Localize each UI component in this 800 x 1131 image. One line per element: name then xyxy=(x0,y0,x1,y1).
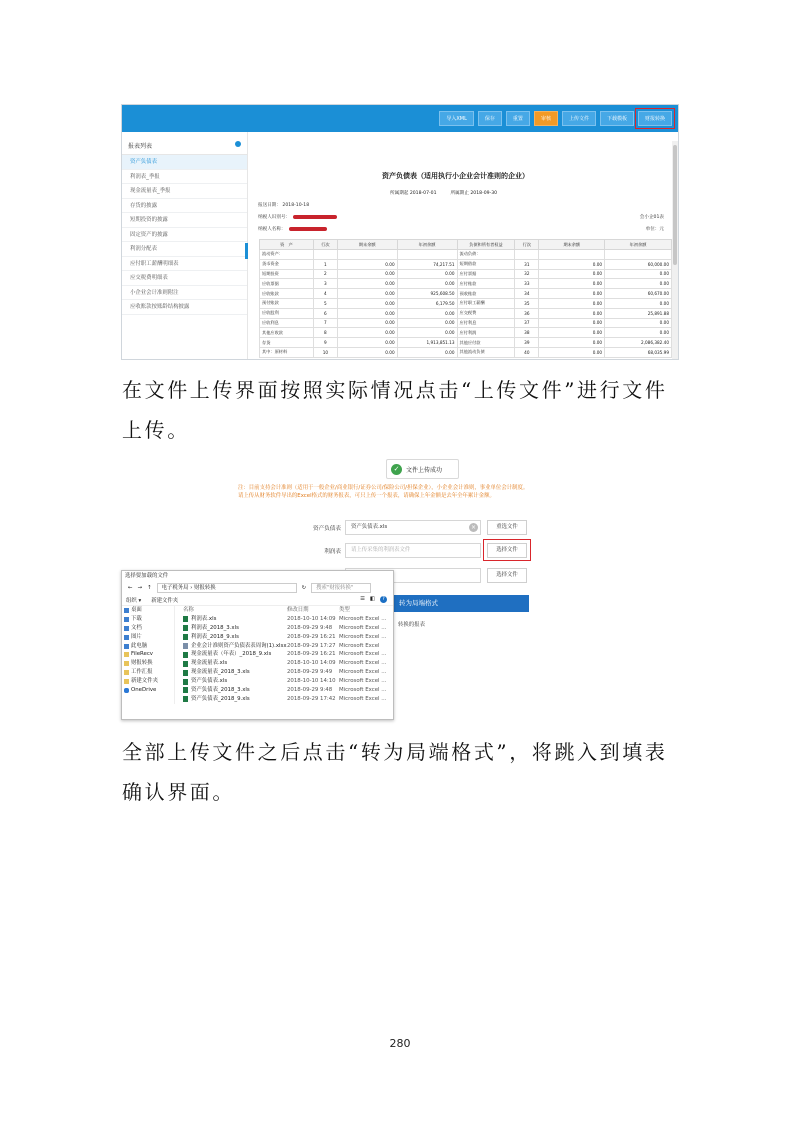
toolbar-button[interactable]: 重置 xyxy=(506,111,530,126)
sidebar-item[interactable]: 短期投资的披露 xyxy=(122,213,247,228)
toolbar-button[interactable]: 审核 xyxy=(534,111,558,126)
table-cell: 应收股利 xyxy=(260,308,314,318)
table-cell xyxy=(605,250,672,260)
unit-label: 单位：元 xyxy=(645,227,664,232)
location-icon xyxy=(124,617,129,622)
nav-label: 工作汇报 xyxy=(131,669,153,676)
excel-file-icon xyxy=(183,661,188,667)
table-cell: 9 xyxy=(313,338,337,348)
back-icon[interactable]: ← xyxy=(128,584,133,591)
file-date: 2018-09-29 17:27 xyxy=(287,642,336,649)
file-name: 现金流量表_2018_3.xls xyxy=(191,669,250,676)
table-cell: 40 xyxy=(515,347,539,357)
table-cell: 25,891.88 xyxy=(605,308,672,318)
excel-file-icon xyxy=(183,679,188,685)
table-cell: 0.00 xyxy=(337,298,397,308)
sidebar-item[interactable]: 固定资产的披露 xyxy=(122,228,247,243)
table-cell: 38 xyxy=(515,328,539,338)
scrollbar[interactable] xyxy=(672,141,678,360)
folder-icon xyxy=(124,679,129,684)
nav-label: 文档 xyxy=(131,624,142,631)
address-bar xyxy=(122,581,393,594)
file-type: Microsoft Excel ... xyxy=(339,678,387,685)
file-date: 2018-09-29 9:48 xyxy=(287,687,333,694)
table-row xyxy=(260,289,672,299)
table-cell: 0.00 xyxy=(337,347,397,357)
table-cell: 3 xyxy=(313,279,337,289)
table-cell: 6 xyxy=(313,308,337,318)
folder-icon xyxy=(124,652,129,657)
table-header: 期末余额 xyxy=(337,240,397,250)
income-statement-file-field[interactable]: 请上传采集的利润表文件 xyxy=(345,543,481,558)
table-cell: 33 xyxy=(515,279,539,289)
table-cell: 0.00 xyxy=(605,269,672,279)
table-cell: 6,179.50 xyxy=(397,298,457,308)
redacted-mark xyxy=(289,227,327,231)
path-box[interactable]: 电子税务局 › 财报转换 xyxy=(157,583,297,593)
table-cell: 0.00 xyxy=(539,298,605,308)
col-type[interactable]: 类型 xyxy=(339,607,350,613)
table-cell: 应付票据 xyxy=(457,269,515,279)
sidebar-item[interactable]: 利润分配表 xyxy=(122,242,247,257)
nav-label: OneDrive xyxy=(131,687,157,694)
table-cell: 预付账款 xyxy=(260,298,314,308)
table-cell: 0.00 xyxy=(337,279,397,289)
nav-label: 新建文件夹 xyxy=(131,678,158,685)
table-cell xyxy=(337,250,397,260)
file-type: Microsoft Excel ... xyxy=(339,695,387,702)
select-file-button[interactable]: 选择文件 xyxy=(487,543,527,558)
nav-label: 财报转换 xyxy=(131,660,153,667)
file-type: Microsoft Excel ... xyxy=(339,633,387,640)
taxpayer-id-label: 纳税人识别号： xyxy=(258,215,291,220)
table-cell: 0.00 xyxy=(397,347,457,357)
file-row[interactable] xyxy=(175,677,393,686)
select-file-button-2[interactable]: 选择文件 xyxy=(487,568,527,583)
preview-icon[interactable]: ◧ xyxy=(369,596,375,602)
location-icon xyxy=(124,626,129,631)
nav-item[interactable] xyxy=(124,633,174,642)
table-row xyxy=(260,347,672,357)
table-cell: 应交税费 xyxy=(457,308,515,318)
table-cell: 应付职工薪酬 xyxy=(457,298,515,308)
sidebar-item[interactable]: 存货的披露 xyxy=(122,199,247,214)
file-type: Microsoft Excel ... xyxy=(339,615,387,622)
table-cell: 0.00 xyxy=(605,298,672,308)
fill-date: 报送日期： 2018-10-18 xyxy=(258,203,310,208)
table-cell: 74,217.51 xyxy=(397,259,457,269)
excel-file-icon xyxy=(183,687,188,693)
file-open-dialog xyxy=(121,570,394,720)
upload-success-toast xyxy=(386,459,459,479)
sidebar-item[interactable]: 资产负债表 xyxy=(122,155,247,170)
nav-label: 桌面 xyxy=(131,607,142,613)
file-row[interactable] xyxy=(175,668,393,677)
file-row[interactable] xyxy=(175,650,393,659)
excel-file-icon xyxy=(183,634,188,640)
table-cell: 60,000.00 xyxy=(605,259,672,269)
table-cell: 39 xyxy=(515,338,539,348)
table-cell: 其他应收款 xyxy=(260,328,314,338)
nav-item[interactable] xyxy=(124,606,174,615)
toolbar-button[interactable]: 保存 xyxy=(478,111,502,126)
nav-item[interactable] xyxy=(124,659,174,668)
table-cell: 60,670.00 xyxy=(605,289,672,299)
cloud-icon xyxy=(124,688,129,693)
upload-note: 注：目前支持会计准则（适用于一般企业/商业银行/证券公司/保险公司/担保企业），小企业会计准则，事业单位会计制度。 请上传从财务软件导出的Excel格式的财务报表，可只上传一个报表，请确保上年金额是去年全年累计金额。 xyxy=(238,485,529,499)
table-row xyxy=(260,338,672,348)
table-cell: 8 xyxy=(313,328,337,338)
table-cell: 0.00 xyxy=(337,338,397,348)
table-row xyxy=(260,279,672,289)
table-cell: 货币资金 xyxy=(260,259,314,269)
table-cell: 0.00 xyxy=(337,308,397,318)
excel-file-icon xyxy=(183,616,188,622)
table-cell: 应收利息 xyxy=(260,318,314,328)
table-cell: 0.00 xyxy=(397,328,457,338)
table-cell: 7 xyxy=(313,318,337,328)
table-cell: 0.00 xyxy=(539,328,605,338)
file-type: Microsoft Excel ... xyxy=(339,669,387,676)
table-cell: 10 xyxy=(313,347,337,357)
table-header: 年初余额 xyxy=(605,240,672,250)
file-name: 现金流量表.xls xyxy=(191,660,228,667)
file-date: 2018-09-29 16:21 xyxy=(287,651,336,658)
help-icon[interactable]: ? xyxy=(380,596,387,603)
table-cell xyxy=(313,250,337,260)
file-date: 2018-10-10 14:09 xyxy=(287,615,336,622)
excel-file-icon xyxy=(183,643,188,649)
table-cell: 应收票据 xyxy=(260,279,314,289)
balance-sheet-file-field[interactable]: 资产负债表.xls xyxy=(345,520,481,535)
view-icon[interactable]: ☰ xyxy=(360,596,365,602)
success-text: 文件上传成功 xyxy=(406,466,443,474)
file-date: 2018-10-10 14:09 xyxy=(287,660,336,667)
excel-file-icon xyxy=(183,625,188,631)
table-cell: 925,608.50 xyxy=(397,289,457,299)
excel-file-icon xyxy=(183,670,188,676)
toolbar-button[interactable]: 导入XML xyxy=(439,111,474,126)
report-list-sidebar xyxy=(122,132,248,360)
sidebar-item[interactable]: 小企业会计准则附注 xyxy=(122,286,247,301)
file-list xyxy=(174,606,393,704)
file-row[interactable] xyxy=(175,642,393,651)
nav-item[interactable] xyxy=(124,668,174,677)
table-cell: 1,913,851.13 xyxy=(397,338,457,348)
nav-item[interactable] xyxy=(124,642,174,651)
balance-sheet-table xyxy=(259,239,672,358)
table-cell: 4 xyxy=(313,289,337,299)
table-cell: 0.00 xyxy=(397,318,457,328)
file-row[interactable] xyxy=(175,633,393,642)
reselect-file-button[interactable]: 重选文件 xyxy=(487,520,527,535)
instruction-paragraph-1: 在文件上传界面按照实际情况点击“上传文件”进行文件上传。 xyxy=(122,378,668,442)
table-cell: 0.00 xyxy=(539,269,605,279)
dialog-title: 选择要加载的文件 xyxy=(125,573,169,579)
refresh-icon[interactable]: ↻ xyxy=(301,584,307,591)
location-icon xyxy=(124,635,129,640)
file-row[interactable] xyxy=(175,686,393,695)
file-type: Microsoft Excel ... xyxy=(339,687,387,694)
excel-file-icon xyxy=(183,652,188,658)
table-header: 资 产 xyxy=(260,240,314,250)
table-cell: 34 xyxy=(515,289,539,299)
table-cell: 32 xyxy=(515,269,539,279)
navigation-pane xyxy=(122,606,174,704)
col-name[interactable]: 名称 xyxy=(183,607,194,613)
table-cell: 应付账款 xyxy=(457,279,515,289)
top-toolbar xyxy=(122,105,678,132)
table-cell: 0.00 xyxy=(539,279,605,289)
table-row xyxy=(260,298,672,308)
upload-screenshot xyxy=(121,452,571,720)
file-name-cell xyxy=(175,633,287,642)
table-cell: 2 xyxy=(313,269,337,279)
table-cell xyxy=(515,250,539,260)
table-cell: 0.00 xyxy=(539,347,605,357)
table-cell: 0.00 xyxy=(539,338,605,348)
nav-item[interactable] xyxy=(124,650,174,659)
file-date: 2018-09-29 17:42 xyxy=(287,695,336,702)
converted-reports-label: 转换的报表 xyxy=(398,622,425,628)
balance-sheet-screenshot xyxy=(121,104,679,360)
table-cell: 36 xyxy=(515,308,539,318)
folder-icon xyxy=(124,661,129,666)
nav-item[interactable] xyxy=(124,677,174,686)
file-name-cell xyxy=(175,686,287,695)
table-row xyxy=(260,259,672,269)
convert-format-button[interactable]: 转为局端格式 xyxy=(391,595,529,612)
table-cell: 35 xyxy=(515,298,539,308)
col-date[interactable]: 修改日期 xyxy=(287,607,309,613)
sidebar-item[interactable]: 应付职工薪酬明细表 xyxy=(122,257,247,272)
table-cell: 0.00 xyxy=(337,328,397,338)
table-cell: 0.00 xyxy=(337,318,397,328)
table-cell: 其他流动负债 xyxy=(457,347,515,357)
toolbar-button[interactable]: 下载模板 xyxy=(600,111,634,126)
file-row[interactable] xyxy=(175,659,393,668)
nav-item[interactable] xyxy=(124,624,174,633)
table-cell: 其他应付款 xyxy=(457,338,515,348)
instruction-paragraph-2: 全部上传文件之后点击“转为局端格式”，将跳入到填表确认界面。 xyxy=(122,740,668,804)
nav-item[interactable] xyxy=(124,686,174,695)
table-cell: 流动负债： xyxy=(457,250,515,260)
table-cell: 2,086,382.40 xyxy=(605,338,672,348)
redacted-mark xyxy=(293,215,337,219)
table-cell: 1 xyxy=(313,259,337,269)
table-row xyxy=(260,308,672,318)
file-row[interactable] xyxy=(175,695,393,704)
balance-sheet-label: 资产负债表 xyxy=(313,526,341,532)
period-end: 所属期止 2018-09-30 xyxy=(450,191,498,196)
table-cell: 0.00 xyxy=(337,289,397,299)
table-cell: 37 xyxy=(515,318,539,328)
sidebar-item[interactable]: 应收账款按账龄结构披露 xyxy=(122,300,247,315)
file-name-cell xyxy=(175,642,287,651)
file-name: 利润表_2018_9.xls xyxy=(191,633,239,640)
file-name-cell xyxy=(175,677,287,686)
sidebar-item[interactable]: 现金流量表_季报 xyxy=(122,184,247,199)
sidebar-resize-handle[interactable] xyxy=(245,243,248,259)
nav-label: 图片 xyxy=(131,633,142,640)
table-cell: 5 xyxy=(313,298,337,308)
report-title: 资产负债表（适用执行小企业会计准则的企业） xyxy=(382,172,529,180)
file-type: Microsoft Excel ... xyxy=(339,624,387,631)
table-cell: 其中：原材料 xyxy=(260,347,314,357)
nav-item[interactable] xyxy=(124,615,174,624)
sidebar-item[interactable]: 利润表_季报 xyxy=(122,170,247,185)
table-cell: 短期借款 xyxy=(457,259,515,269)
table-cell: 68,035.99 xyxy=(605,347,672,357)
file-name-cell xyxy=(175,668,287,677)
table-cell: 流动资产： xyxy=(260,250,314,260)
file-type: Microsoft Excel xyxy=(339,642,380,649)
file-row[interactable] xyxy=(175,624,393,633)
toolbar-button[interactable]: 上传文件 xyxy=(562,111,596,126)
table-cell: 0.00 xyxy=(539,259,605,269)
search-input[interactable]: 搜索"财报转换" xyxy=(311,583,371,593)
sidebar-title: 报表列表 xyxy=(128,143,153,150)
sidebar-item[interactable]: 应交税费明细表 xyxy=(122,271,247,286)
toolbar-button[interactable]: 财报转换 xyxy=(638,111,672,126)
file-name: 利润表.xls xyxy=(191,615,217,622)
forward-icon[interactable]: → xyxy=(137,584,143,591)
table-row xyxy=(260,328,672,338)
table-header: 行次 xyxy=(515,240,539,250)
taxpayer-name-label: 纳税人名称： xyxy=(258,227,286,232)
table-cell: 存货 xyxy=(260,338,314,348)
file-row[interactable] xyxy=(175,615,393,624)
table-cell: 0.00 xyxy=(605,318,672,328)
file-name-cell xyxy=(175,624,287,633)
file-type: Microsoft Excel ... xyxy=(339,651,387,658)
location-icon xyxy=(124,608,129,613)
table-header: 负债和所有者权益 xyxy=(457,240,515,250)
location-icon xyxy=(124,644,129,649)
file-date: 2018-09-29 9:48 xyxy=(287,624,333,631)
table-cell: 0.00 xyxy=(337,259,397,269)
file-name: 资产负债表_2018_3.xls xyxy=(191,687,250,694)
table-cell: 0.00 xyxy=(397,269,457,279)
file-name: 利润表_2018_3.xls xyxy=(191,624,239,631)
table-cell: 0.00 xyxy=(337,269,397,279)
table-cell xyxy=(397,250,457,260)
file-date: 2018-09-29 9:49 xyxy=(287,669,333,676)
check-icon: ✓ xyxy=(391,464,402,475)
nav-label: FileRecv xyxy=(131,651,153,658)
table-header: 期末余额 xyxy=(539,240,605,250)
form-code: 会小企01表 xyxy=(639,215,664,220)
file-name-cell xyxy=(175,695,287,704)
table-row xyxy=(260,250,672,260)
table-cell: 0.00 xyxy=(539,318,605,328)
page-number: 280 xyxy=(389,1037,411,1050)
file-name-cell xyxy=(175,659,287,668)
file-name: 现金流量表（年表）_2018_9.xls xyxy=(191,651,272,658)
table-row xyxy=(260,269,672,279)
table-row xyxy=(260,318,672,328)
nav-label: 此电脑 xyxy=(131,642,148,649)
file-name-cell xyxy=(175,615,287,624)
period-start: 所属期起 2018-07-01 xyxy=(390,191,437,196)
table-cell: 0.00 xyxy=(605,328,672,338)
table-cell xyxy=(539,250,605,260)
up-icon[interactable]: ↑ xyxy=(147,584,152,591)
table-cell: 0.00 xyxy=(539,308,605,318)
new-folder-button[interactable]: 新建文件夹 xyxy=(151,597,179,604)
table-cell: 31 xyxy=(515,259,539,269)
table-cell: 0.00 xyxy=(397,308,457,318)
file-name-cell xyxy=(175,650,287,659)
file-name: 资产负债表_2018_9.xls xyxy=(191,695,250,702)
file-date: 2018-09-29 16:21 xyxy=(287,633,336,640)
table-cell: 0.00 xyxy=(605,279,672,289)
excel-file-icon xyxy=(183,696,188,702)
organize-menu[interactable]: 组织 ▾ xyxy=(126,597,142,604)
file-name: 资产负债表.xls xyxy=(191,678,228,685)
file-type: Microsoft Excel ... xyxy=(339,660,387,667)
clear-icon[interactable]: × xyxy=(470,524,477,531)
income-statement-label: 利润表 xyxy=(324,549,341,555)
file-name: 企业会计准则资产负债表表周询(1).xlsx xyxy=(191,642,287,649)
table-cell: 0.00 xyxy=(539,289,605,299)
folder-icon xyxy=(124,670,129,675)
table-cell: 0.00 xyxy=(397,279,457,289)
table-cell: 应付利润 xyxy=(457,328,515,338)
table-cell: 预收账款 xyxy=(457,289,515,299)
table-cell: 应收账款 xyxy=(260,289,314,299)
nav-label: 下载 xyxy=(131,615,142,622)
table-header: 年初余额 xyxy=(397,240,457,250)
table-cell: 短期投资 xyxy=(260,269,314,279)
table-cell: 应付利息 xyxy=(457,318,515,328)
table-header: 行次 xyxy=(313,240,337,250)
collapse-icon[interactable] xyxy=(235,141,241,147)
file-date: 2018-10-10 14:10 xyxy=(287,678,336,685)
